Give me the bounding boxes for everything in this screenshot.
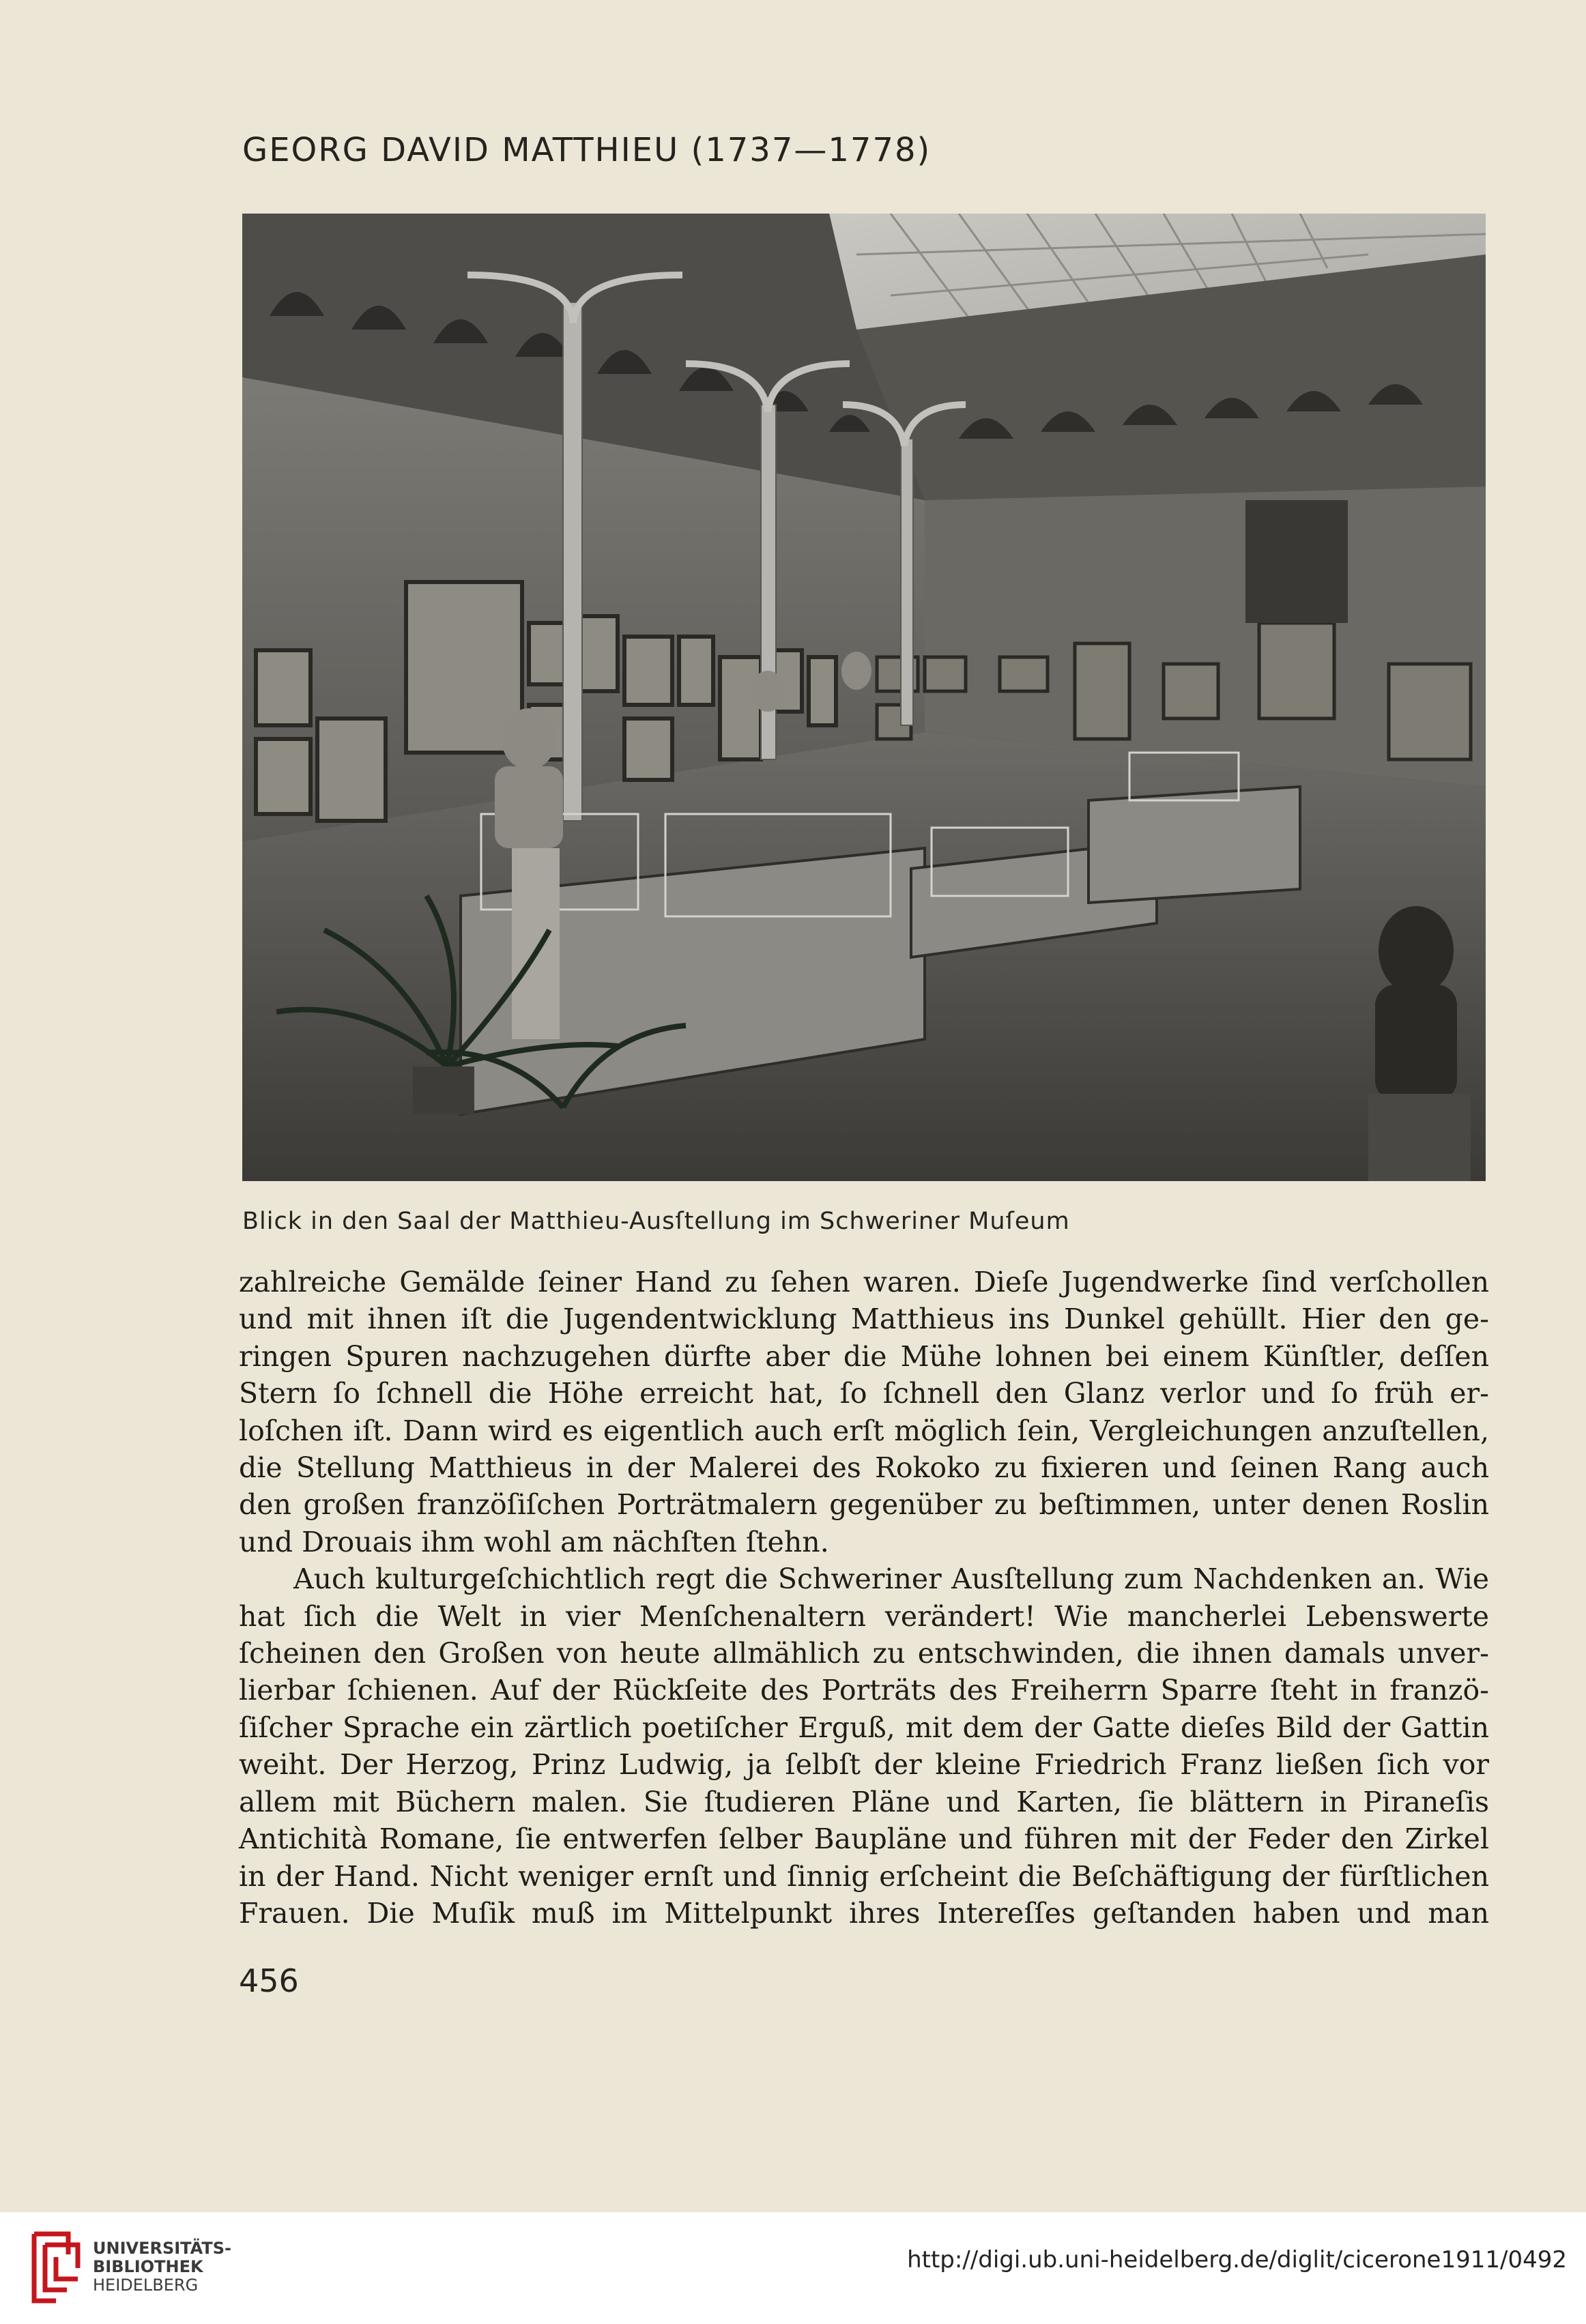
body-line: ſiſcher Sprache ein zärtlich poetiſcher Erguß, mit dem der Gatte dieſes Bild der Gattin xyxy=(239,1711,1489,1744)
body-line: hat ſich die Welt in vier Menſchenaltern verändert! Wie mancherlei Lebenswerte xyxy=(239,1599,1489,1633)
library-line-2: BIBLIOTHEK xyxy=(93,2257,203,2276)
library-line-3: HEIDELBERG xyxy=(93,2276,199,2295)
library-line-1: UNIVERSITÄTS- xyxy=(93,2239,232,2258)
body-line: und Drouais ihm wohl am nächſten ſtehn. xyxy=(239,1525,829,1558)
body-line: und mit ihnen iſt die Jugendentwicklung Matthieus ins Dunkel gehüllt. Hier den ge- xyxy=(239,1303,1489,1336)
library-name xyxy=(93,2239,231,2295)
body-line: ſcheinen den Großen von heute allmählich zu entschwinden, die ihnen damals unver- xyxy=(239,1637,1489,1670)
hall-photo-illustration xyxy=(242,214,1486,1181)
body-line: allem mit Büchern malen. Sie ſtudieren Pläne und Karten, ſie blättern in Piraneſis xyxy=(239,1785,1489,1818)
figure-caption: Blick in den Saal der Matthieu-Ausſtellung im Schweriner Muſeum xyxy=(242,1208,1070,1235)
body-line: Antichità Romane, ſie entwerfen ſelber Baupläne und führen mit der Feder den Zirkel xyxy=(239,1822,1489,1856)
page-number: 456 xyxy=(239,1962,299,1999)
digitization-footer xyxy=(0,2212,1586,2324)
body-line: Stern ſo ſchnell die Höhe erreicht hat, ſo ſchnell den Glanz verlor und ſo früh er- xyxy=(239,1377,1489,1410)
permalink-url[interactable]: http://digi.ub.uni-heidelberg.de/diglit/cicerone1911/0492 xyxy=(907,2246,1567,2274)
body-line: ringen Spuren nachzugehen dürfte aber die Mühe lohnen bei einem Künſtler, deſſen xyxy=(239,1339,1489,1373)
exhibition-hall-photo xyxy=(242,214,1486,1181)
body-line: lierbar ſchienen. Auf der Rückſeite des Porträts des Freiherrn Sparre ſteht in franzö- xyxy=(239,1674,1489,1707)
body-line: zahlreiche Gemälde ſeiner Hand zu ſehen waren. Dieſe Jugendwerke ſind verſchollen xyxy=(239,1266,1489,1298)
body-line: Auch kulturgeſchichtlich regt die Schweriner Ausſtellung zum Nachdenken an. Wie xyxy=(293,1563,1489,1596)
body-line: Frauen. Die Muſik muß im Mittelpunkt ihres Intereſſes geſtanden haben und man xyxy=(239,1896,1489,1930)
body-line: in der Hand. Nicht weniger ernſt und ſinnig erſcheint die Beſchäftigung der fürſtlichen xyxy=(239,1859,1489,1893)
body-line: den großen franzöſiſchen Porträtmalern gegenüber zu beſtimmen, unter denen Roslin xyxy=(239,1488,1489,1522)
body-line: loſchen iſt. Dann wird es eigentlich auch erſt möglich ſein, Vergleichungen anzuſtellen, xyxy=(239,1414,1489,1447)
body-line: die Stellung Matthieus in der Malerei des Rokoko zu fixieren und ſeinen Rang auch xyxy=(239,1451,1489,1485)
university-library-logo-icon xyxy=(27,2227,85,2308)
body-line: weiht. Der Herzog, Prinz Ludwig, ja ſelbſt der kleine Friedrich Franz ließen ſich vor xyxy=(239,1748,1489,1782)
article-body xyxy=(239,1264,1489,1932)
running-header: GEORG DAVID MATTHIEU (1737—1778) xyxy=(242,131,932,169)
